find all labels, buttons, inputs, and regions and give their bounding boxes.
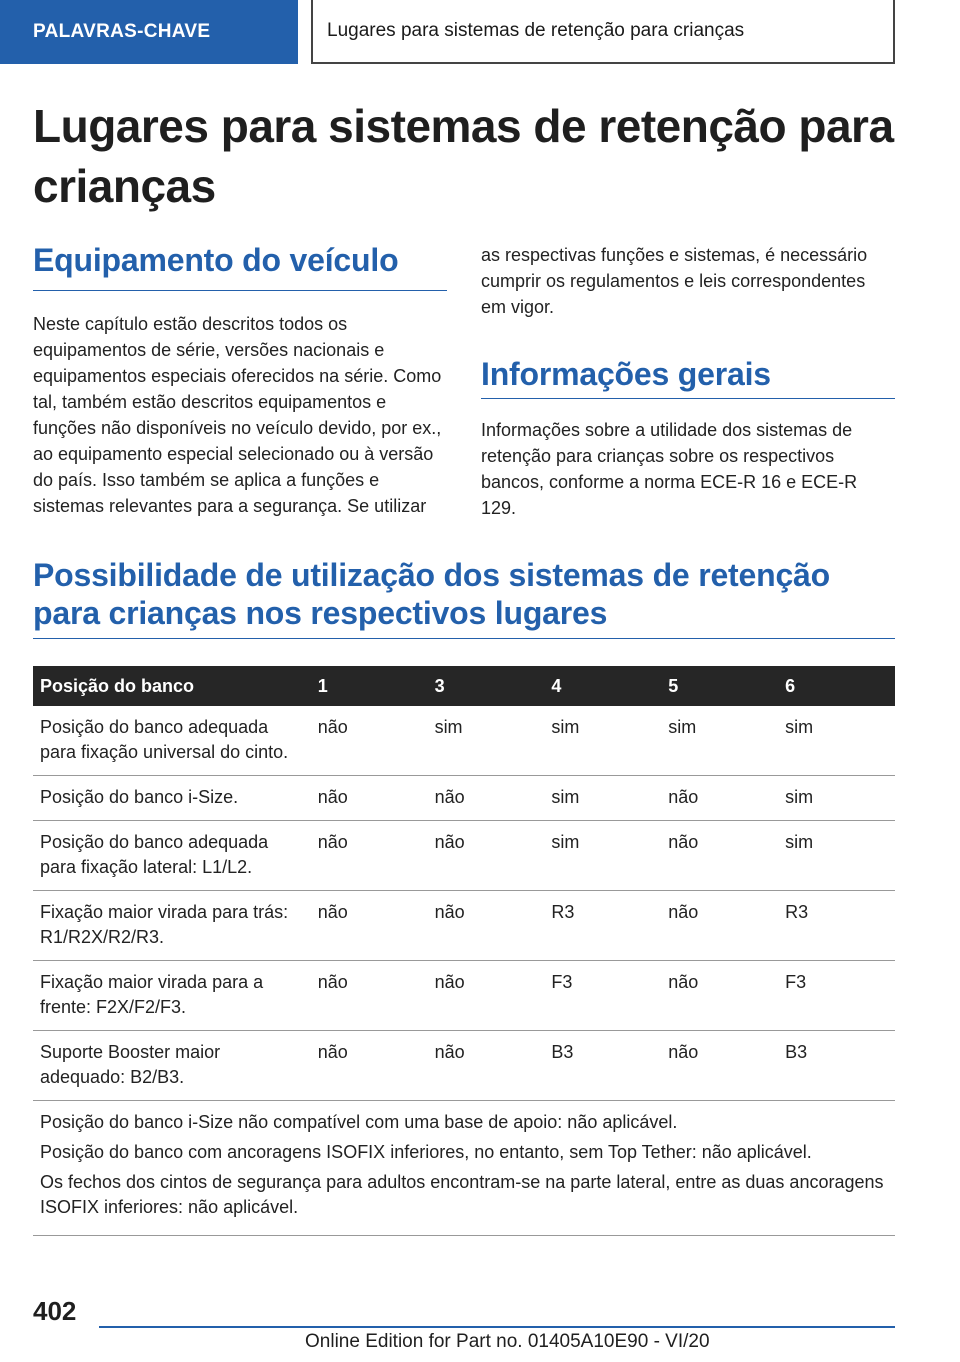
table-row xyxy=(33,776,895,821)
table-cell: não xyxy=(311,776,428,821)
table-cell: Posição do banco adequada para fixação universal do cinto. xyxy=(33,706,311,776)
table-cell: não xyxy=(311,821,428,891)
table-cell: sim xyxy=(544,821,661,891)
table-notes-row xyxy=(33,1101,895,1236)
table-cell: não xyxy=(661,1031,778,1101)
table-cell: não xyxy=(311,961,428,1031)
col-header-seat-4: 4 xyxy=(544,666,661,706)
table-note: Posição do banco com ancoragens ISOFIX inferiores, no entanto, sem Top Tether: não aplicável. xyxy=(40,1142,812,1162)
table-cell: não xyxy=(311,1031,428,1101)
keywords-tab[interactable]: PALAVRAS-CHAVE xyxy=(0,0,298,64)
table-cell: não xyxy=(428,1031,545,1101)
vehicle-equipment-continued: as respectivas funções e sistemas, é necessário cumprir os regulamentos e leis correspondentes em vigor. xyxy=(481,245,868,317)
right-column xyxy=(481,242,895,521)
table-cell: Fixação maior virada para trás: R1/R2X/R2/R3. xyxy=(33,891,311,961)
table-cell: F3 xyxy=(778,961,895,1031)
table-cell: sim xyxy=(778,776,895,821)
table-cell: B3 xyxy=(778,1031,895,1101)
table-row xyxy=(33,1031,895,1101)
header-section-title: Lugares para sistemas de retenção para crianças xyxy=(311,0,895,64)
col-header-seat-6: 6 xyxy=(778,666,895,706)
table-cell: não xyxy=(661,821,778,891)
table-cell: não xyxy=(311,891,428,961)
left-column xyxy=(33,238,447,519)
table-header-row xyxy=(33,666,895,706)
table-cell: não xyxy=(428,821,545,891)
col-header-seat-5: 5 xyxy=(661,666,778,706)
col-header-seat-position: Posição do banco xyxy=(33,666,311,706)
table-cell: não xyxy=(428,891,545,961)
page-header xyxy=(0,0,960,66)
table-cell: Posição do banco adequada para fixação lateral: L1/L2. xyxy=(33,821,311,891)
footer-divider xyxy=(99,1326,895,1328)
table-row xyxy=(33,961,895,1031)
page-number: 402 xyxy=(33,1296,77,1326)
table-cell: R3 xyxy=(544,891,661,961)
table-row xyxy=(33,821,895,891)
table-cell: Posição do banco i-Size. xyxy=(33,776,311,821)
table-row xyxy=(33,706,895,776)
table-cell: sim xyxy=(661,706,778,776)
table-note: Posição do banco i-Size não compatível com uma base de apoio: não aplicável. xyxy=(40,1112,678,1132)
table-cell: não xyxy=(661,776,778,821)
table-cell: não xyxy=(311,706,428,776)
table-notes-cell xyxy=(33,1101,895,1236)
general-info-heading: Informações gerais xyxy=(481,352,895,399)
seat-suitability-table xyxy=(33,666,895,1236)
table-cell: sim xyxy=(428,706,545,776)
col-header-seat-1: 1 xyxy=(311,666,428,706)
table-cell: sim xyxy=(778,706,895,776)
table-cell: R3 xyxy=(778,891,895,961)
vehicle-equipment-text: Neste capítulo estão descritos todos os equipamentos de série, versões nacionais e equipamentos especiais oferecidos na série. Como tal, também estão descritos equipamentos e funções não disponíveis no veículo devido, por ex., ao equipamento especial selecionado ou à versão do país. Isso também se aplica a funções e sistemas relevantes para a segurança. Se utilizar xyxy=(33,314,442,516)
table-note: Os fechos dos cintos de segurança para adultos encontram-se na parte lateral, entre as duas ancoragens ISOFIX inferiores: não aplicável. xyxy=(40,1172,884,1217)
table-cell: Fixação maior virada para a frente: F2X/F2/F3. xyxy=(33,961,311,1031)
usage-section-heading: Possibilidade de utilização dos sistemas de retenção para crianças nos respectivos lugares xyxy=(33,556,895,639)
table-row xyxy=(33,891,895,961)
table-cell: B3 xyxy=(544,1031,661,1101)
table-cell: não xyxy=(661,891,778,961)
table-cell: sim xyxy=(544,706,661,776)
table-cell: não xyxy=(428,961,545,1031)
footer-edition-text: Online Edition for Part no. 01405A10E90 - VI/20 xyxy=(305,1331,710,1352)
vehicle-equipment-heading: Equipamento do veículo xyxy=(33,238,447,291)
table-cell: não xyxy=(428,776,545,821)
table-cell: sim xyxy=(778,821,895,891)
general-info-text: Informações sobre a utilidade dos sistemas de retenção para crianças sobre os respectivos bancos, conforme a norma ECE-R 16 e ECE-R 129. xyxy=(481,420,858,518)
page-title: Lugares para sistemas de retenção para crianças xyxy=(33,100,894,212)
table-cell: sim xyxy=(544,776,661,821)
table-cell: F3 xyxy=(544,961,661,1031)
col-header-seat-3: 3 xyxy=(428,666,545,706)
table-cell: Suporte Booster maior adequado: B2/B3. xyxy=(33,1031,311,1101)
table-cell: não xyxy=(661,961,778,1031)
